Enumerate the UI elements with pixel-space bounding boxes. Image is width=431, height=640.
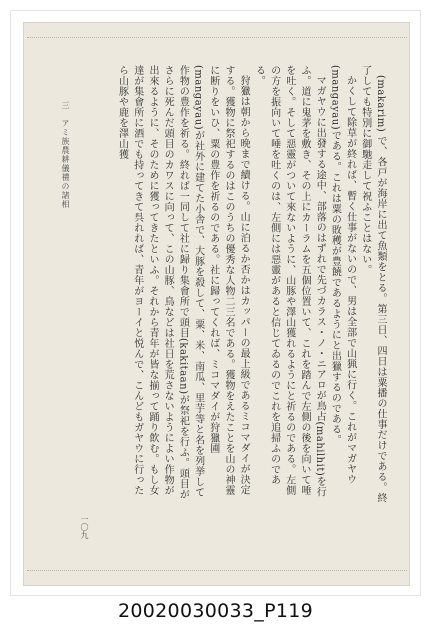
image-caption: 20020030033_P119 bbox=[118, 600, 313, 622]
page-bottom-rule bbox=[27, 570, 407, 581]
paragraph: (makarim) で、各戸が海岸に出て魚類をとる。第三日、四日は粟播の仕事だけである。終了しても特別に御馳走して祝ふことはない。 bbox=[359, 65, 386, 504]
page-top-rule bbox=[27, 27, 407, 38]
page-number: 一〇九 bbox=[80, 515, 89, 539]
body-text bbox=[84, 65, 388, 505]
paragraph: マガヤウに出發する途中、部落のはずれで先づカラス・ノ・ニアロが鳥占(mahilhit)を行ふ。道に鬼茅を敷き、その上にカーラムを五個位置いて、これを踏んで左側の後を向いて唾を吐く。そして惡靈がついて來ないように、山豚や澤山獲れるようにと祈るのである。左側の方を振向いて唾を吐くのは、左側には惡靈があると信じてゐるのでこれを追掃ふのである。 bbox=[253, 65, 326, 498]
paragraph: 狩獵は朝から晩まで續ける。山に泊るか否かはカッパーの最上級であるミコマダイが決定する。獲物に祭祀するのはこのうちの優秀な人物二三名である。獲物をえたことを山の神靈に断りをいひ、粟の豊作を祈るのである。社に歸ってくれば、ミコマダイが狩獵圃(mangayau)が社外に建てた小舎で、大豚を殺して、粟、米、南瓜、里芋等と名を列挙して作物の豊作を祈る。終れば一同して社に歸り集會所で頭目(kakitaan)が祭祀を行ふ。頭目がさらに死んだ頭目のカワスに向って、この山豚、鳥などは社日を荒さないようによい作物が出來るように、そのために獲ってきたといふ。それから青年が皆な揃って踊り飲む。もし女達が集會所に酒でも持ってきて呉れれば、青年がヨーイと悦んで、こんどもガヤウに行ったら山豚や鹿を澤山獲 bbox=[116, 65, 250, 500]
paragraph: かくして除草が終れば、暫く仕事がないので、男は全部で山猟に行く。これがマガヤウ(mangayau)である。これは粟の敗穫が豊饒であるようにと出獵するのである。 bbox=[329, 65, 356, 485]
archive-card bbox=[10, 10, 421, 596]
running-head: 三 アミ族農耕儀禮の諸相 bbox=[61, 101, 70, 209]
scanned-page bbox=[23, 22, 410, 586]
